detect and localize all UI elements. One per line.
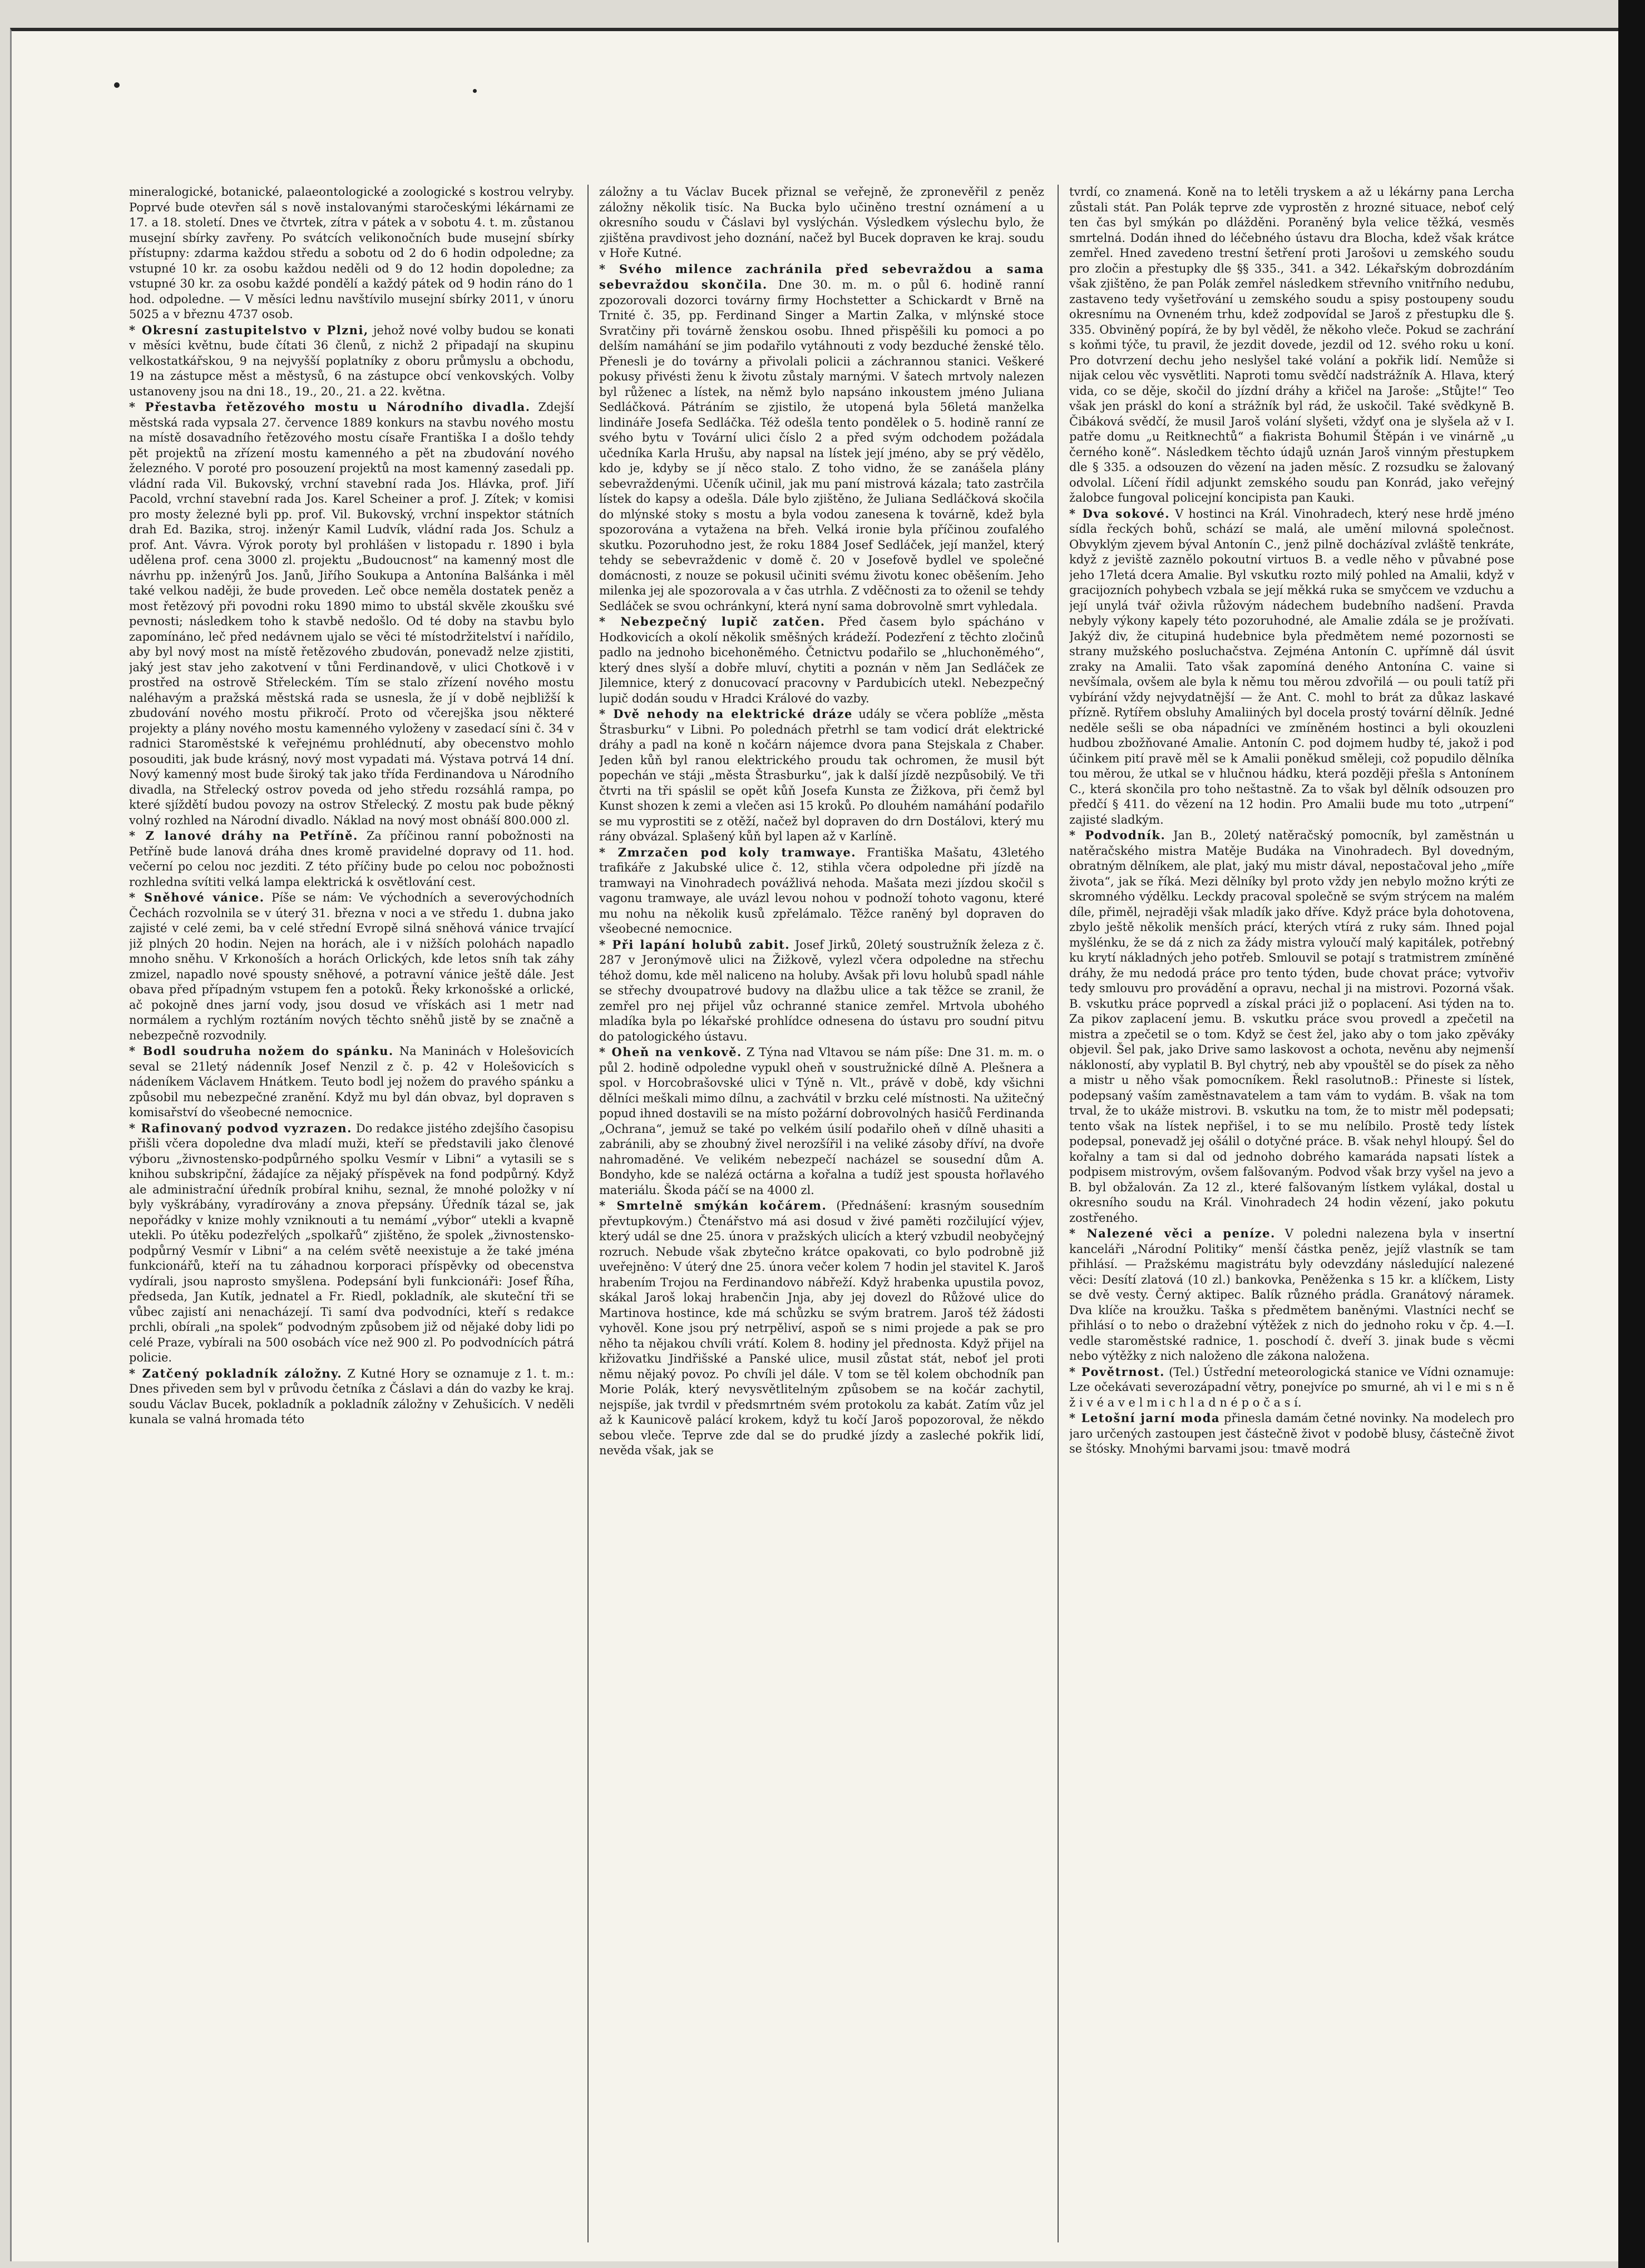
speck <box>473 89 477 93</box>
article-text: Do redakce jistého zdejšího časopisu přišli včera dopoledne dva mladí muži, kteří se představili jako členové výboru „živnostensko-podpůrného spolku Vesmír v Libni“ a vytasili se s knihou subskripční, žádajíce za nějaký příspěvek na fond podpůrný. Když ale administrační úředník probíral knihu, seznal, že mnohé položky v ní byly vyškrábány, vyradírovány a znova přepsány. Úředník tázal se, jak nepořádky v knize mohly vzniknouti a tu nemámí „výbor“ utekli a kvapně utekli. Po útěku podezřelých „spolkařů“ zjištěno, že spolek „živnostensko-podpůrný Vesmír v Libni“ a na celém světě neexistuje a že také jména funkcionářů, kteří na tu záhadnou korporaci příspěvky od obecenstva vydírali, jsou naprosto smyšlena. Podepsání byli funkcionáři: Josef Říha, předseda, Jan Kutík, jednatel a Fr. Riedl, pokladník, ale skuteční tři se vůbec zajistí ani nenacházejí. Ti samí dva podvodníci, kteří s redakce prchli, obírali „na spolek“ podvodným způsobem již od nějaké doby lidi po celé Praze, vybírali na 500 osobách více než 900 zl. Po podvodnících pátrá policie. <box>129 1121 574 1364</box>
article <box>129 890 574 1043</box>
article-text: tvrdí, co znamená. Koně na to letěli tryskem a až u lékárny pana Lercha zůstali stát. Pan Polák teprve zde vyprostěn z hrozné situace, neboť celý ten čas byl smýkán po dlážděni. Poraněný byla velice těžká, vesměs smrtelná. Dodán ihned do léčebného ústavu dra Blocha, kdež však krátce zemřel. Hned zavedeno trestní šetření proti Jarošovi u zemského soudu pro zločin a přestupky dle §§ 335., 341. a 342. Lékařským dobrozdáním však zjištěno, že pan Polák zemřel následkem střevního vnitřního nedubu, zastaveno tedy vyšetřování u zemského soudu a spisy postoupeny soudu okresnímu na Ovneném trhu, kdež zodpovídal se Jaroš z přestupku dle §. 335. Obviněný popírá, že by byl věděl, že někoho vleče. Pokud se zachrání s koňmi týče, tu pravil, že jezdit dovede, jezdil od 12. svého roku u koní. Pro dotvrzení dechu jeho neslyšel také volání a pokřik lidí. Nemůže si nijak celou věc vysvětliti. Naproti tomu svědčí nadstrážník A. Hlava, který vida, co se děje, skočil do jízdní dráhy a křičel na Jaroše: „Stůjte!“ Teo však jen práskl do koní a strážník byl rád, že uskočil. Také svědkyně B. Čibáková svědčí, že musil Jaroš volání slyšeti, vždyť ona je slyšela až v I. patře domu „u Reitknechtů“ a fiakrista Bohumil Štěpán i ve vinárně „u černého koně“. Následkem těchto údajů uznán Jaroš vinným přestupkem dle § 335. a odsouzen do vězení na jaden měsíc. Z rozsudku se žalovaný odvolal. Líčení řídil adjunkt zemského soudu pan Konrád, jako veřejný žalobce fungoval policejní koncipista pan Kauki. <box>1069 185 1514 504</box>
column-1 <box>129 185 574 2254</box>
article <box>599 185 1044 261</box>
article-text: V poledni nalezena byla v insertní kanceláři „Národní Politiky“ menší částka peněz, jejíž vlastník se tam přihlásí. — Pražskému magistrátu byly odevzdány následující nalezené věci: Desítí zlatová (10 zl.) bankovka, Peněženka s 15 kr. a klíčkem, Listy se dvě vesty. Černý aktipec. Balík různého prádla. Granátový náramek. Dva klíče na kroužku. Taška s předmětem baněnými. Vlastníci nechť se přihlásí o to nebo o dražební výtěžek z nich do jednoho roku v čp. 4.—I. vedle staroměstské radnice, 1. poschodí č. dveří 3. jinak bude s věcmi nebo výtěžky z nich naloženo dle zákona naložena. <box>1069 1227 1514 1363</box>
article-text: Za příčinou ranní pobožnosti na Petříně bude lanová dráha dnes kromě pravidelné dopravy od 11. hod. večerní po celou noc jezditi. Z této příčiny bude po celou noc pobožnosti rozhledna svítiti velká lampa elektrická k osvětlování cest. <box>129 829 574 889</box>
column-3 <box>1069 185 1514 2254</box>
article-text: (Tel.) Ústřední meteorologická stanice ve Vídni oznamuje: Lze očekávati severozápadní větry, ponejvíce po smurné, ah vi l e mi s n ě ž i v é a v e l m i c h l a d n é p o č a s í. <box>1069 1365 1514 1409</box>
article-headline: * Nebezpečný lupič zatčen. <box>599 615 826 628</box>
article-text: Na Maninách v Holešovicích seval se 21letý nádenník Josef Nenzil z č. p. 42 v Holešovicích s nádeníkem Václavem Hnátkem. Teuto bodl jej nožem do pravého spánku a způsobil mu nebezpečné zranění. Když mu byl dán obvaz, byl dopraven s komisařství do všeobecné nemocnice. <box>129 1044 574 1119</box>
article-headline: * Přestavba řetězového mostu u Národního divadla. <box>129 400 531 414</box>
article-text: Před časem bylo spácháno v Hodkovicích a okolí několik směšných krádeží. Podezření z těchto zločinů padlo na jednoho bicehoněmého. Četnictvu podařilo se „hluchoněmého“, který dnes slyší a dobře mluví, chytiti a poznán v něm Jan Sedláček ze Jilemnice, který z donucovací pracovny v Pardubicích utekl. Nebezpečný lupič dodán soudu v Hradci Králové do vazby. <box>599 615 1044 705</box>
scan-edge <box>1618 0 1645 2268</box>
article-text: (Přednášení: krasným sousedním převtupkovým.) Čtenářstvo má asi dosud v živé paměti rozčilující výjev, který udál se dne 25. února v pražských ulicích a který vzbudil neobyčejný rozruch. Nebude však zbytečno krátce opakovati, co bylo podrobně již uveřejněno: V úterý dne 25. února večer kolem 7 hodin jel stavitel K. Jaroš hrabením Trojou na Ferdinandovo nábřeží. Když hrabenka upustila povoz, skákal Jaroš lokaj hrabenčin Jnja, aby jej dovezl do Růžové ulice do Martinova hostince, kde má schůzku se svým bratrem. Jaroš též žádosti vyhověl. Kone jsou prý netrpěliví, aspoň se s nimi projede a pak se pro něho ta nějakou chvíli vrátí. Kolem 8. hodiny jel přednosta. Když přijel na křižovatku Jindřišské a Panské ulice, musil zůstat stát, neboť jel proti němu nějaký povoz. Po chvíli jel dále. V tom se těl kolem obchodník pan Morie Polák, který nevysvětlitelným způsobem se na kočár zachytil, nejspíše, jak tvrdil v předsmrtném svém protokolu za kabát. Zatím vůz jel až k Kaunicově palácí krokem, když tu kočí Jaroš popozoroval, že někdo sebou vleče. Teprve zde dal se do prudké jízdy a zasleché pokřik lidí, nevěda však, jak se <box>599 1199 1044 1457</box>
column-rule <box>587 185 589 2242</box>
article-headline: * Nalezené věci a peníze. <box>1069 1226 1276 1240</box>
column-2 <box>599 185 1044 2254</box>
article <box>599 845 1044 937</box>
article <box>1069 185 1514 506</box>
article-headline: * Smrtelně smýkán kočárem. <box>599 1199 827 1212</box>
article <box>599 1198 1044 1459</box>
article-headline: * Dva sokové. <box>1069 506 1170 521</box>
article <box>129 185 574 323</box>
article <box>129 399 574 828</box>
article-text: Z Týna nad Vltavou se nám píše: Dne 31. m. m. o půl 2. hodině odpoledne vypukl oheň v soustružnické dílně A. Plešnera a spol. v Horcobrašovské ulici v Týně n. Vlt., právě v době, kdy všichni dělníci meškali mimo dílnu, a zachvátil v brzku celé místnosti. Na užitečný popud ihned dostavili se na místo požární dobrovolných hasičů Ferdinanda „Ochrana“, jemuž se také po velkém úsilí podařilo oheň v dílně uhasiti a zabránili, aby se zhoubný živel nerozšířil i na veliké zásoby dříví, na dvoře nahromaděné. Ve velikém nebezpečí nacházel se sousední dům A. Bondyho, kde se nalézá octárna a kořalna a tudíž jest spousta hořlavého materiálu. Škoda páčí se na 4000 zl. <box>599 1046 1044 1197</box>
article <box>1069 828 1514 1226</box>
article-headline: * Při lapání holubů zabit. <box>599 937 791 952</box>
article-headline: * Svého milence zachránila před sebevraždou a sama sebevraždou skončila. <box>599 261 1044 291</box>
article-text: záložny a tu Václav Bucek přiznal se veřejně, že zpronevěřil z peněz záložny několik tisíc. Na Bucka bylo učiněno trestní oznámení a u okresního soudu v Čáslavi byl vyslýchán. Výsledkem výslechu bylo, že zjištěna pravdivost jeho doznání, načež byl Bucek dopraven ke kraj. soudu v Hoře Kutné. <box>599 185 1044 260</box>
article-text: přinesla damám četné novinky. Na modelech pro jaro určených zastoupen jest částečně život v podobě blusy, částečně život se štósky. Mnohými barvami jsou: tmavě modrá <box>1069 1412 1514 1455</box>
article-headline: * Z lanové dráhy na Petříně. <box>129 829 358 843</box>
article <box>129 1121 574 1366</box>
article <box>599 1044 1044 1198</box>
article-columns <box>129 185 1564 2265</box>
article <box>129 323 574 400</box>
article <box>599 706 1044 845</box>
article-headline: * Oheň na venkově. <box>599 1045 742 1059</box>
article-headline: * Letošní jarní moda <box>1069 1411 1220 1425</box>
article-headline: * Sněhové vánice. <box>129 890 265 904</box>
article <box>1069 506 1514 828</box>
article-headline: * Bodl soudruha nožem do spánku. <box>129 1044 394 1058</box>
article <box>129 1043 574 1121</box>
article-headline: * Podvodník. <box>1069 828 1166 842</box>
article-text: jehož nové volby budou se konati v měsíci květnu, bude čítati 36 členů, z nichž 2 připadají na skupinu velkostatkářskou, 9 na nejvyšší poplatníky z oboru průmyslu a obchodu, 19 na zástupce měst a městysů, 6 na zástupce obcí venkovských. Volby ustanoveny jsou na dni 18., 19., 20., 21. a 22. května. <box>129 323 574 398</box>
article-headline: * Zatčený pokladník záložny. <box>129 1366 343 1380</box>
article-text: Josef Jirků, 20letý soustružník železa z č. 287 v Jeronýmově ulici na Žižkově, vylezl včera odpoledne na střechu téhož domu, kde měl naliceno na holuby. Avšak při lovu holubů spadl náhle se střechy dvoupatrové budovy na dlažbu ulice a tak těžce se zranil, že zemřel pro nej přijel vůz ochranné stanice zemřel. Mrtvola ubohého mladíka byla po lékařské prohlídce odnesena do ústavu pro soudní pitvu do patologického ústavu. <box>599 938 1044 1043</box>
article-headline: * Okresní zastupitelstvo v Plzni, <box>129 323 369 337</box>
article <box>1069 1364 1514 1411</box>
article-text: Píše se nám: Ve východních a severovýchodních Čechách rozvolnila se v úterý 31. března v noci a ve středu 1. dubna jako zajisté v celé zemi, ba v celé střední Evropě silná sněhová vánice trvající již plných 20 hodin. Nejen na horách, ale i v nižších polohách napadlo mnoho sněhu. V Krkonoších a horách Orlických, kde letos sníh tak záhy zmizel, napadlo nové spousty sněhové, a potravní vánice ještě dále. Jest obava před případným vstupem fen a potoků. Řeky krkonošské a orlické, ač pokojně dnes jarní vody, jsou dosud ve vřískách asi 1 metr nad normálem a rychlým roztáním nových těchto sněhů jistě by se značně a nebezpečně rozvodnily. <box>129 891 574 1042</box>
article-text: udály se včera poblíže „města Štrasburku“ v Libni. Po polednách přetrhl se tam vodicí drát elektrické dráhy a padl na koně n kočárn nájemce dvora pana Stejskala z Chaber. Jeden kůň byl ranou elektrického proudu tak ochromen, že musil být popechán ve stáji „města Štrasburku“, jak k další jízdě nezpůsobilý. Ve tři čtvrti na tři spáslil se opět kůň Josefa Kunsta ze Žižkova, při čemž byl Kunst shozen k zemi a vlečen asi 15 kroků. Po dlouhém namáhání podařilo se mu vyprostiti se z otěží, načež byl dopraven do drn Dostálovi, který mu rány obvázal. Splašený kůň byl lapen až v Karlíně. <box>599 707 1044 843</box>
article-headline: * Dvě nehody na elektrické dráze <box>599 707 853 721</box>
article <box>1069 1410 1514 1457</box>
speck <box>114 82 120 88</box>
column-rule <box>1058 185 1059 2242</box>
article <box>599 937 1044 1045</box>
article-text: Dne 30. m. m. o půl 6. hodině ranní zpozorovali dozorci továrny firmy Hochstetter a Schickardt v Brně na Trnité č. 35, pp. Ferdinand Singer a Martin Zalka, v mlýnské stoce Svratčiny při továrně ženskou osobu. Ihned přispěšili ku pomoci a po delším namáhání se jim podařilo vytáhnouti z vody bezduché ženské tělo. Přenesli je do továrny a přivolali policii a záchrannou stanici. Veškeré pokusy přivésti ženu k životu zůstaly marnými. V šatech mrtvoly nalezen byl růženec a lístek, na němž bylo napsáno inkoustem jméno Juliana Sedláčková. Pátráním se zjistilo, že utopená byla 56letá manželka lindináře Josefa Sedláčka. Též odešla tento pondělek o 5. hodině ranní ze svého bytu v Tovární ulici číslo 2 a před svým odchodem požádala učedníka Karla Hrušu, aby napsal na lístek její jméno, aby se prý vědělo, kdo je, kdyby se jí něco stalo. Z toho vidno, že se zanášela plány sebevraždenými. Učeník učinil, jak mu paní mistrová kázala; tato zastrčila lístek do kapsy a odešla. Dále bylo zjištěno, že Juliana Sedláčková skočila do mlýnské stoky s mostu a byla vodou zanesena k továrně, kdež byla spozorována a vytažena na břeh. Velká ironie byla příčinou zoufalého skutku. Pozoruhodno jest, že roku 1884 Josef Sedláček, její manžel, který tehdy se sebevraždenic v domě č. 20 v Josefově bydlel ve společné domácnosti, z nouze se pokusil učiniti svému životu konec oběšením. Jeho milenka jej ale spozorovala a v čas utrhla. Z vděčnosti za to oženil se tehdy Sedláček se svou ochránkyní, která nyní sama dobrovolně smrt vyhledala. <box>599 278 1044 613</box>
article-text: Jan B., 20letý natěračský pomocník, byl zaměstnán u natěračského mistra Matěje Budáka na Vinohradech. Byl dovedným, obratným dělníkem, ale plat, jaký mu mistr dával, nepostačoval jeho „míře života“, jak se říká. Mezi dělníky byl proto vždy jen nebylo možno krýti ze skromného výdělku. Leckdy pracoval společně se svým strýcem na malém díle, přiměl, nejraději však mladík jako dříve. Když práce byla dohotovena, zbylo ještě několik menších prácí, kterých vtírá z ruky sám. Ihned pojal myšlénku, že se dá z nich za žády mistra vyloučí malý kapitálek, potřebný ku krytí nákladných jeho potřeb. Smlouvil se potají s tratmistrem zmíněné dráhy, že mu nedodá práce pro tento týden, bude chovat práce; vytvořiv tedy smlouvu pro provádění a opravu, nechal ji na mistrovi. Pozorná však. B. vskutku práce poprvedl a získal práci již o poplacení. Asi týden na to. Za pikov zaplacení jemu. B. vskutku práce svou provedl a zpečetil na mistra a zpečetil se o tom. Když se čest žel, jako aby o tom jako zpěváky objevil. Šel pak, jako Drive samo laskovost a ochota, nevěnu aby nejmenší nákloností, aby vyplatil B. Byl chytrý, neb aby vpouštěl se do písek za něho a mistr u něho však pomocníkem. Řekl rasolutnoB.: Přineste si lístek, podepsaný vaším zaměstnavatelem a tam vám to vydám. B. však na tom trval, že to ukáže mistrovi. B. vskutku na tom, že to mistr měl podepsati; tento však na lístek nepřišel, i to se mu nelíbilo. Prostě tedy lístek podepsal, ponevadž jej ošálil o dotyčné práce. B. však nehyl hloupý. Šel do kořalny a tam si dal od jednoho dobrého kamaráda napsati lístek a podpisem mistrovým, ovšem falšovaným. Podvod však brzy vyšel na jevo a B. byl obžalován. Za 12 zl., které falšovaným lístkem vylákal, dostal u okresního soudu na Král. Vinohradech 24 hodin vězení, jako pokutu zostřeného. <box>1069 829 1514 1225</box>
article-headline: * Povětrnost. <box>1069 1364 1165 1379</box>
article-text: Františka Mašatu, 43letého trafikáře z Jakubské ulice č. 12, stihla včera odpoledne při jízdě na tramwayi na Vinohradech povážlivá nehoda. Mašata mezi jízdou skočil s vagonu tramwaye, ale uvázl levou nohou v podnoží tohoto vagonu, které mu nohu na několik kusů zpřelámalo. Těžce raněný byl dopraven do všeobecné nemocnice. <box>599 845 1044 935</box>
article <box>599 261 1044 615</box>
article-text: Zdejší městská rada vypsala 27. července 1889 konkurs na stavbu nového mostu na místě dosavadního řetězového mostu císaře Františka I a došlo tehdy pět projektů na zřízení mostu kamenného a pět na zbudování nového železného. V poroté pro posouzení projektů na most kamenný zasedali pp. vládní rada Vil. Bukovský, vrchní stavební rada Jos. Hlávka, prof. Jiří Pacold, vrchní stavební rada Jos. Karel Scheiner a prof. J. Zítek; v komisi pro mosty železné byli pp. prof. Vil. Bukovský, vrchní inspektor státních drah Ed. Bazika, stroj. inženýr Kamil Ludvík, vládní rada Jos. Schulz a prof. Ant. Vávra. Výrok poroty byl prohlášen v listopadu r. 1890 i byla udělena prof. cena 3000 zl. projektu „Budoucnost“ na kamenný most dle návrhu pp. inženýrů Jos. Janů, Jiřího Soukupa a Antonína Balšánka i měl také velkou naději, že bude proveden. Leč obce neměla dostatek peněz a most řetězový při povodni roku 1890 mimo to ubstál skvěle zkoušku své pevnosti; následkem toho k stavbě nedošlo. Od té doby na stavbu bylo zapomínáno, leč před nedávnem ujalo se věci té místodržitelství i nařídilo, aby byl nový most na místě řetězového zbudován, ponevadž nelze zjistiti, jaký jest stav jeho zakotvení v tůni Ferdinandově, v ulici Chotkově i v prostřed na ostrově Střeleckém. Tím se stalo zřízení nového mostu naléhavým a pražská městská rada se usnesla, že jí v době nejbližší k zbudování nového mostu přikročí. Proto od včerejška jsou některé projekty a plány nového mostu kamenného vyloženy v zasedací síni č. 34 v radnici Staroměstské k veřejnému prohlédnutí, aby obecenstvo mohlo posouditi, jak bude krásný, nový most vypadati má. Výstava potrvá 14 dní. Nový kamenný most bude široký tak jako třída Ferdinandova u Národního divadla, na Střelecký ostrov poveda od jeho středu rozsáhlá rampa, po které sjíždětí budou povozy na ostrov Střelecký. Z mostu pak bude pěkný volný rozhled na Národní divadlo. Náklad na nový most obnáší 800.000 zl. <box>129 400 574 827</box>
article-headline: * Zmrzačen pod koly tramwaye. <box>599 845 857 859</box>
article <box>129 1366 574 1428</box>
article <box>129 828 574 890</box>
article-text: V hostinci na Král. Vinohradech, který nese hrdě jméno sídla řeckých bohů, schází se malá, ale umění milovná společnost. Obvyklým zjevem býval Antonín C., jenž pilně docházíval zvláště tenkráte, když z jeviště zaznělo pokoutní virtuos B. a vedle něho v půvabné pose jeho 17letá dcera Amalie. Byl vskutku rozto milý pohled na Amalii, když v gracijozních pohybech vzbala se její měkká ruka se smyčcem ve vzduchu a její unylá tvář oživla růžovým nádechem budebního nadšení. Pravda nebyly výkony kapely této pozoruhodné, ale Amalie zdála se je prožívati. Jakýž div, že citupiná hudebnice byla předmětem nemé pozornosti se strany mužského posluchačstva. Zejména Antonín C. upřímně dál úsvit zraky na Amalii. Tato však zapomíná deného Antonína C. vaine si nevšímala, ovšem ale byla k němu tou měrou zdvořilá — ou pouli tatíž při vybírání vždy nejvydatnější — že Ant. C. mohl to brát za důkaz laskavé přízně. Rytířem obsluhy Amaliiných byl docela prostý tovární dělník. Jedné neděle sešli se oba nápadníci ve zmíněném hostinci a byli okouzleni hudbou zbožňované Amalie. Antonín C. pod dojmem hudby té, jakož i pod účinkem pití pravě měl se k Amalii poněkud směleji, což popudilo dělníka tou měrou, že utkal se v hlučnou hádku, která později přešla s Antonínem C., která skončila pro toho neštastně. Za to však byl dělník odsouzen pro předčí § 411. do vězení na 12 hodin. Pro Amalii bude mu toto „utrpení“ zajisté sladkým. <box>1069 507 1514 826</box>
article-headline: * Rafinovaný podvod vyzrazen. <box>129 1121 352 1135</box>
article <box>599 614 1044 706</box>
article <box>1069 1226 1514 1364</box>
article-text: Z Kutné Hory se oznamuje z 1. t. m.: Dnes přiveden sem byl v průvodu četníka z Čáslavi a dán do vazby ke kraj. soudu Václav Bucek, pokladník a pokladník záložny v Zehušicích. V neděli kunala se valná hromada této <box>129 1366 574 1426</box>
article-text: mineralogické, botanické, palaeontologické a zoologické s kostrou velryby. Poprvé bude otevřen sál s nově instalovanými staročeskými lékárnami ze 17. a 18. století. Dnes ve čtvrtek, zítra v pátek a v sobotu 4. t. m. zůstanou musejní sbírky zavřeny. Po svátcích velikonočních bude musejní sbírky přístupny: zdarma každou středu a sobotu od 2 do 6 hodin odpoledne; za vstupné 10 kr. za osobu každou neděli od 9 do 12 hodin dopoledne; za vstupné 30 kr. za osobu každé pondělí a každý pátek od 9 hodin ráno do 1 hod. odpoledne. — V měsíci lednu navštívilo musejní sbírky 2011, v únoru 5025 a v březnu 4737 osob. <box>129 185 574 321</box>
